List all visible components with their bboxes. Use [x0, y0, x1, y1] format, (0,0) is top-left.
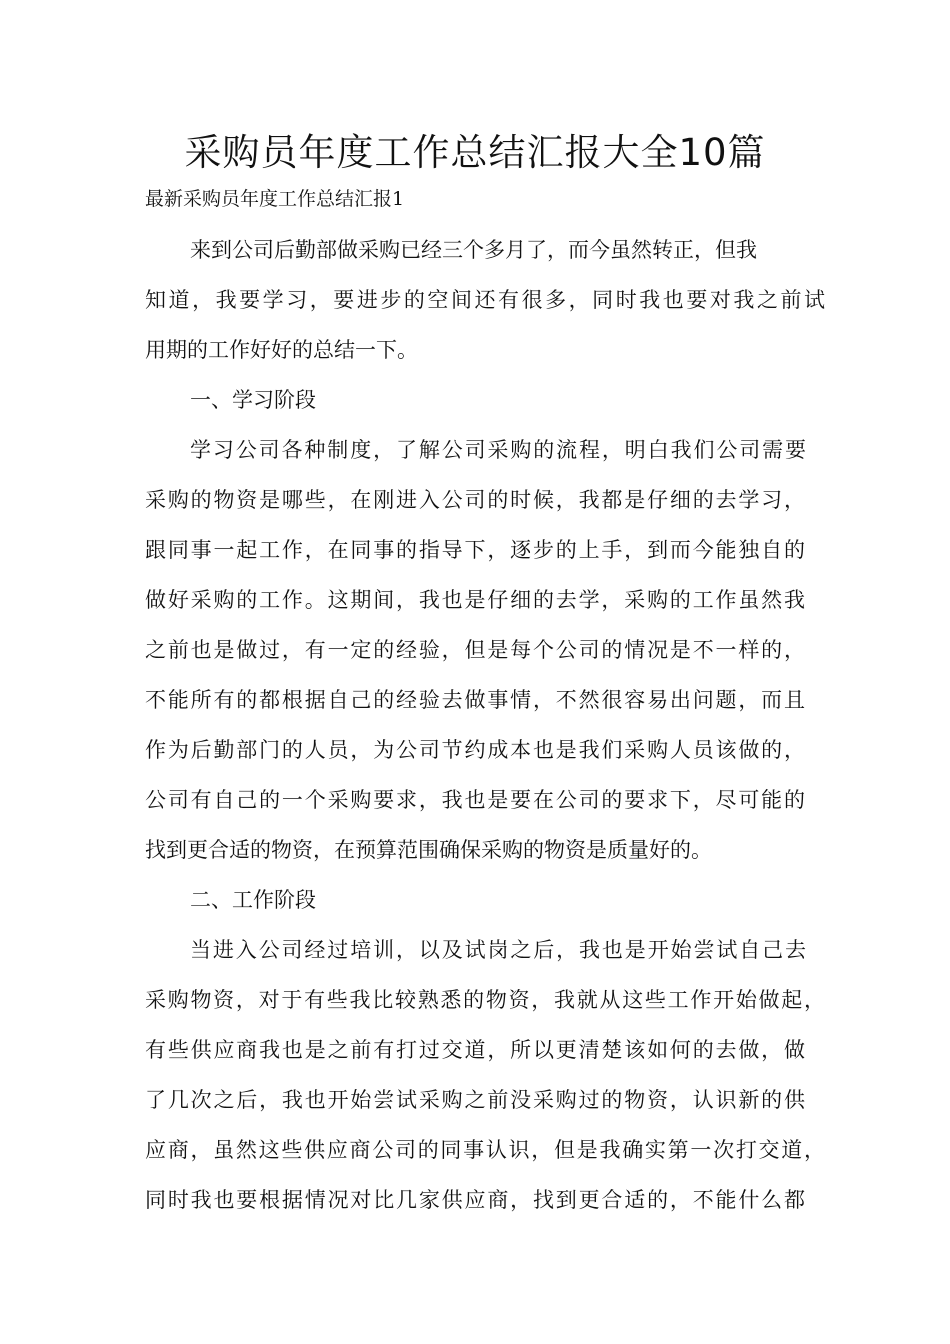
section-heading-learning: 一、学习阶段: [190, 388, 316, 412]
paragraph-3-line-2: 采购物资，对于有些我比较熟悉的物资，我就从这些工作开始做起，: [145, 988, 825, 1012]
paragraph-2-line-5: 之前也是做过，有一定的经验，但是每个公司的情况是不一样的，: [145, 638, 805, 662]
paragraph-1-line-3: 用期的工作好好的总结一下。: [145, 338, 418, 362]
paragraph-2-line-3: 跟同事一起工作，在同事的指导下，逐步的上手，到而今能独自的: [145, 538, 805, 562]
document-title: 采购员年度工作总结汇报大全10篇: [184, 131, 766, 174]
paragraph-2-line-2: 采购的物资是哪些，在刚进入公司的时候，我都是仔细的去学习，: [145, 488, 805, 512]
paragraph-3-line-4: 了几次之后，我也开始尝试采购之前没采购过的物资，认识新的供: [145, 1088, 805, 1112]
paragraph-2-line-6: 不能所有的都根据自己的经验去做事情，不然很容易出问题，而且: [145, 688, 805, 712]
paragraph-3-line-6: 同时我也要根据情况对比几家供应商，找到更合适的，不能什么都: [145, 1188, 805, 1212]
paragraph-2-line-8: 公司有自己的一个采购要求，我也是要在公司的要求下，尽可能的: [145, 788, 805, 812]
paragraph-2-line-7: 作为后勤部门的人员，为公司节约成本也是我们采购人员该做的，: [145, 738, 805, 762]
paragraph-3-line-3: 有些供应商我也是之前有打过交道，所以更清楚该如何的去做，做: [145, 1038, 805, 1062]
paragraph-2-line-4: 做好采购的工作。这期间，我也是仔细的去学，采购的工作虽然我: [145, 588, 805, 612]
paragraph-2-line-9: 找到更合适的物资，在预算范围确保采购的物资是质量好的。: [145, 838, 712, 862]
paragraph-3-line-1: 当进入公司经过培训，以及试岗之后，我也是开始尝试自己去: [190, 938, 806, 962]
section-heading-working: 二、工作阶段: [190, 888, 316, 912]
paragraph-1-line-2: 知道，我要学习，要进步的空间还有很多，同时我也要对我之前试: [145, 288, 825, 312]
paragraph-1-line-1: 来到公司后勤部做采购已经三个多月了，而今虽然转正，但我: [190, 238, 757, 262]
paragraph-3-line-5: 应商，虽然这些供应商公司的同事认识，但是我确实第一次打交道，: [145, 1138, 825, 1162]
document-subtitle: 最新采购员年度工作总结汇报1: [145, 188, 405, 210]
paragraph-2-line-1: 学习公司各种制度，了解公司采购的流程，明白我们公司需要: [190, 438, 806, 462]
